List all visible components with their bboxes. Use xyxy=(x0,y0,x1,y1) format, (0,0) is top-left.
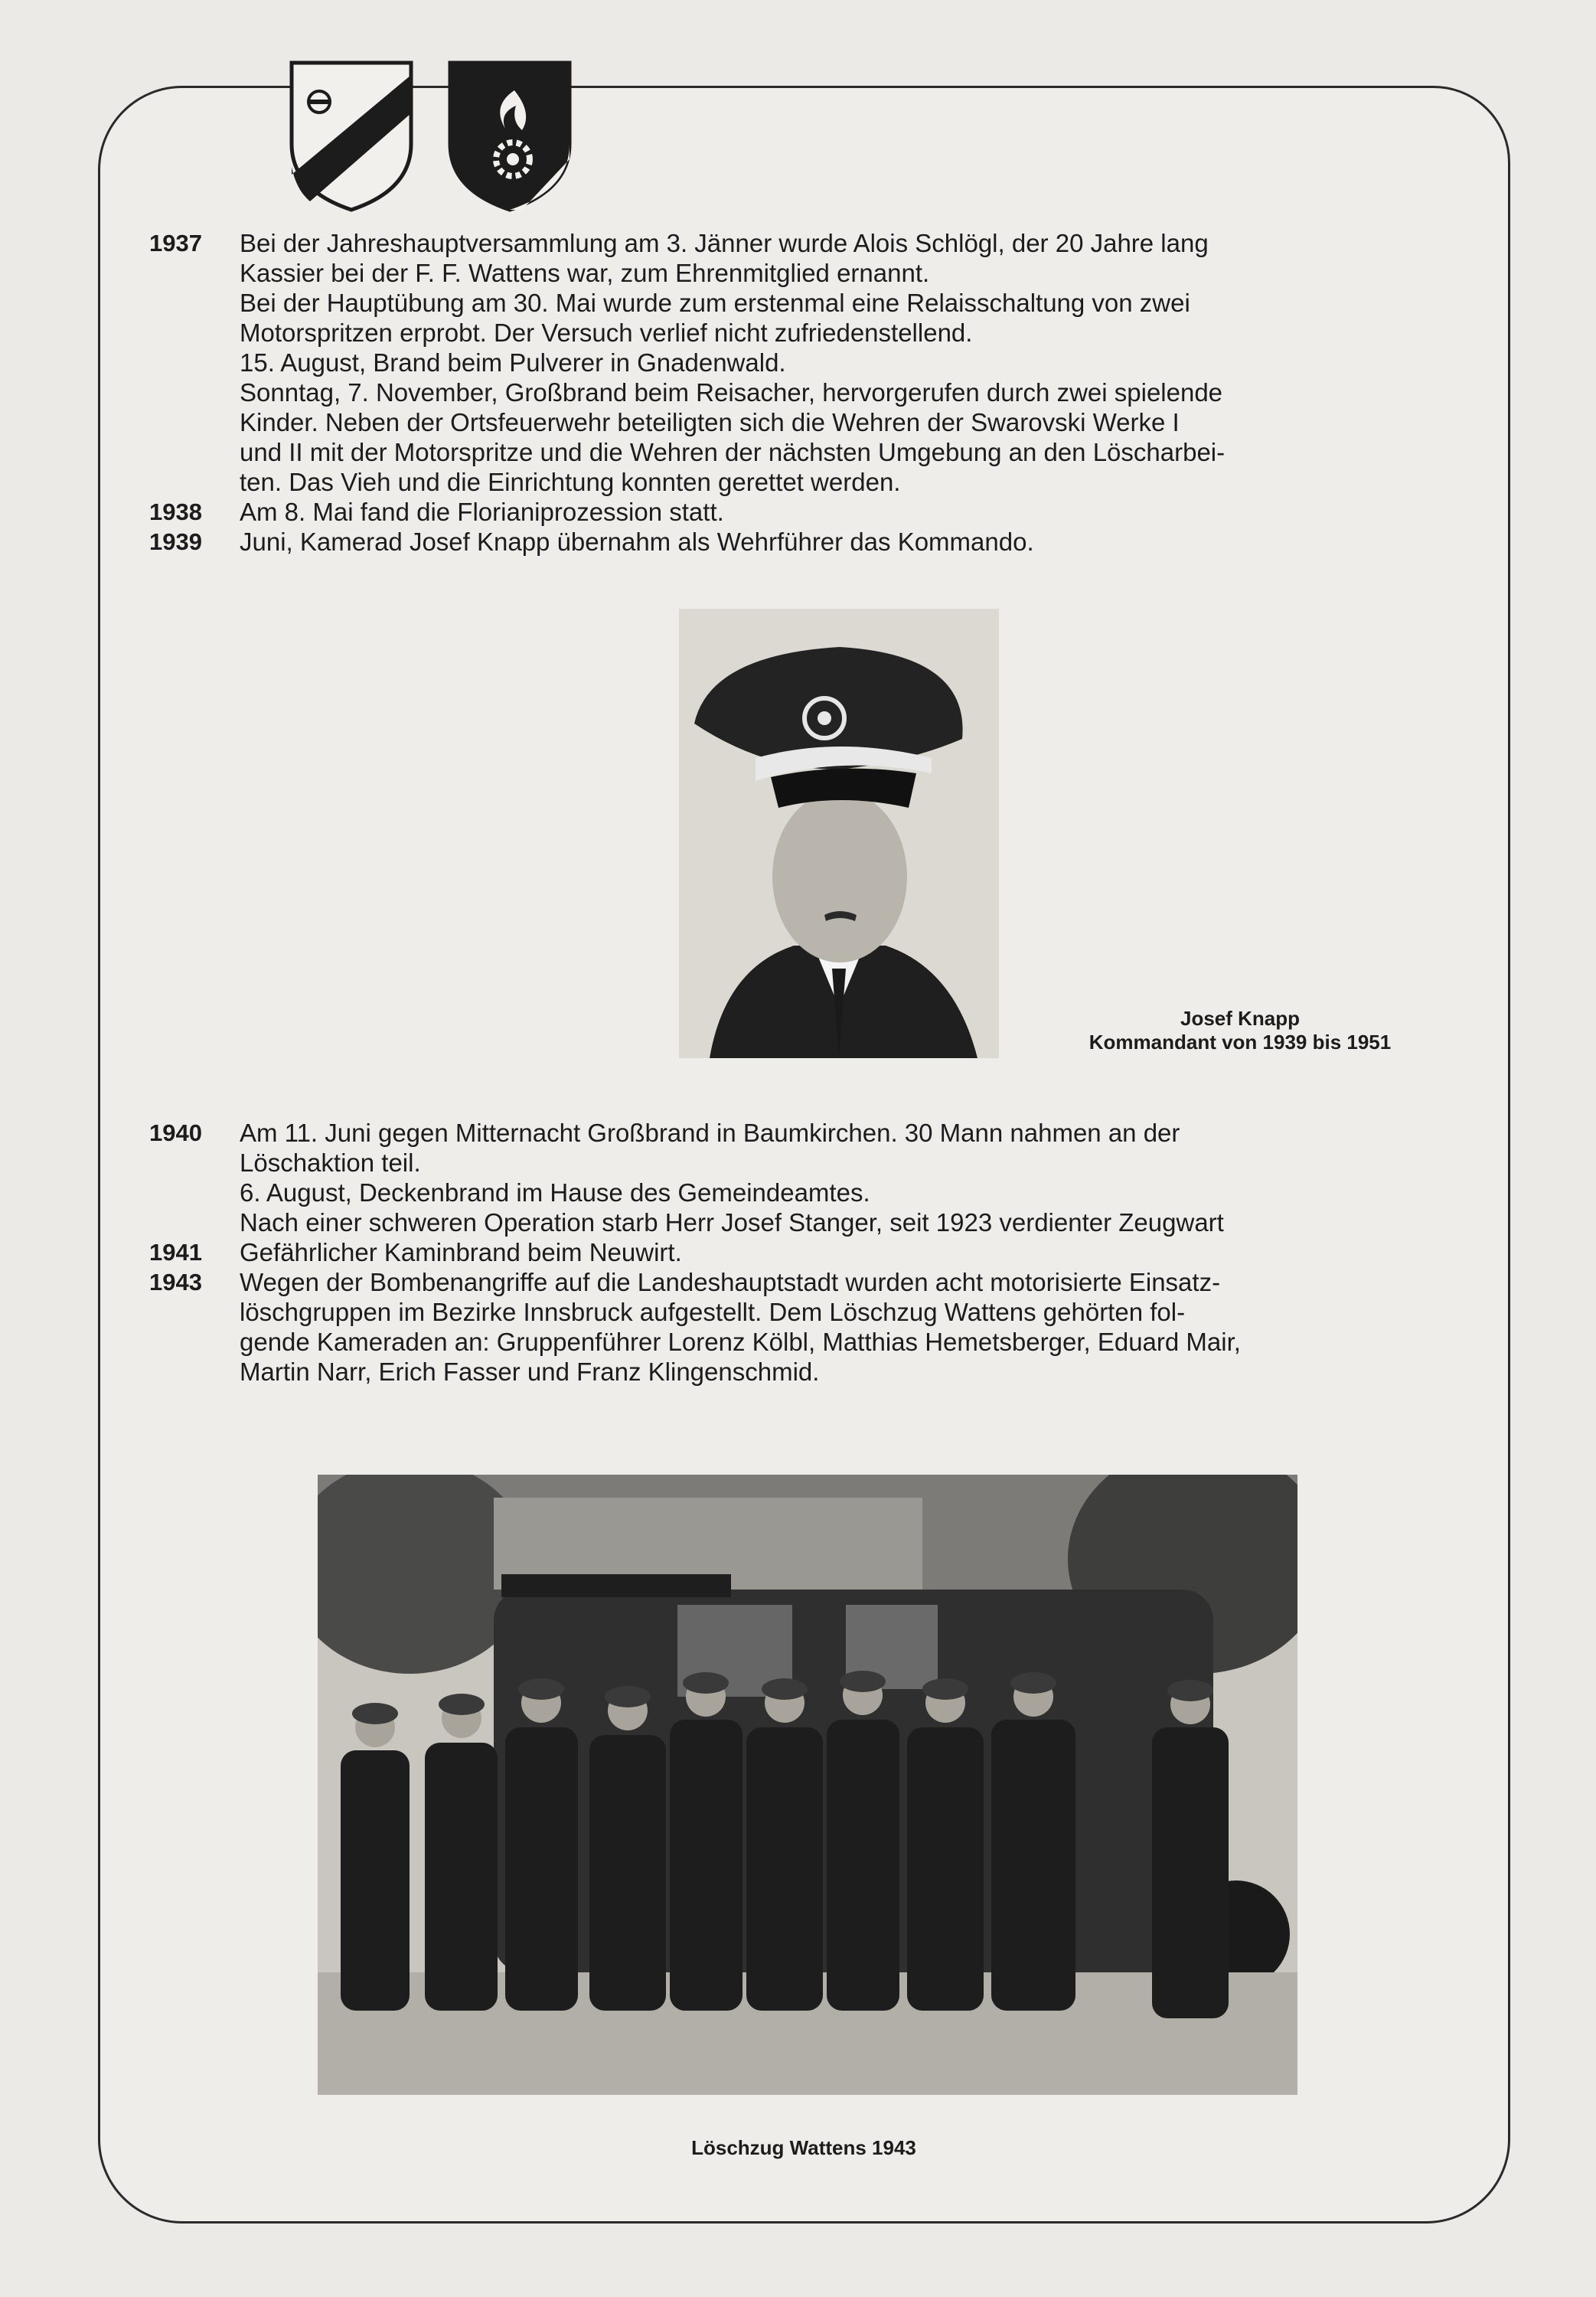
entry-line: gende Kameraden an: Gruppenführer Lorenz Kölbl, Matthias Hemetsberger, Eduard Mair, xyxy=(240,1328,1241,1356)
group-photo xyxy=(318,1475,1297,2095)
chronicle-entries-bottom xyxy=(149,1118,1466,1387)
entry-line: Kinder. Neben der Ortsfeuerwehr beteiligten sich die Wehren der Swarovski Werke I xyxy=(240,408,1180,436)
entry-line: Wegen der Bombenangriffe auf die Landeshauptstadt wurden acht motorisierte Einsatz- xyxy=(240,1268,1221,1296)
caption-role: Kommandant von 1939 bis 1951 xyxy=(1088,1031,1392,1054)
portrait-caption xyxy=(1056,1007,1424,1054)
year-label: 1939 xyxy=(149,528,202,555)
group-photo-caption: Löschzug Wattens 1943 xyxy=(691,2136,916,2159)
entry-line: ten. Das Vieh und die Einrichtung konnten gerettet werden. xyxy=(240,468,901,496)
entry-line: Kassier bei der F. F. Wattens war, zum Ehrenmitglied ernannt. xyxy=(240,259,930,287)
chronicle-entries-top xyxy=(149,228,1466,557)
year-label: 1938 xyxy=(149,498,202,525)
entry-line: Bei der Hauptübung am 30. Mai wurde zum erstenmal eine Relaisschaltung von zwei xyxy=(240,289,1190,317)
year-label: 1937 xyxy=(149,230,202,256)
entry-line: Löschaktion teil. xyxy=(240,1148,421,1177)
caption-name: Josef Knapp xyxy=(1180,1007,1301,1030)
entry-line: Am 11. Juni gegen Mitternacht Großbrand in Baumkirchen. 30 Mann nahmen an der xyxy=(240,1119,1180,1147)
entry-line: Martin Narr, Erich Fasser und Franz Klingenschmid. xyxy=(240,1358,820,1386)
year-label: 1940 xyxy=(149,1119,202,1146)
entry-1940 xyxy=(149,1118,1466,1237)
entry-1943 xyxy=(149,1267,1466,1387)
entry-line: Motorspritzen erprobt. Der Versuch verlief nicht zufriedenstellend. xyxy=(240,319,973,347)
entry-1939 xyxy=(149,527,1466,557)
entry-1938 xyxy=(149,497,1466,527)
entry-line: Am 8. Mai fand die Florianiprozession statt. xyxy=(240,498,724,526)
coat-of-arms-icon xyxy=(287,60,416,213)
entry-line: Bei der Jahreshauptversammlung am 3. Jänner wurde Alois Schlögl, der 20 Jahre lang xyxy=(240,229,1209,257)
entry-line: Nach einer schweren Operation starb Herr Josef Stanger, seit 1923 verdienter Zeugwart xyxy=(240,1208,1224,1237)
fire-brigade-crest-icon xyxy=(446,60,574,213)
entry-line: und II mit der Motorspritze und die Wehren der nächsten Umgebung an den Löscharbei- xyxy=(240,438,1226,466)
year-label: 1943 xyxy=(149,1269,202,1296)
year-label: 1941 xyxy=(149,1239,202,1266)
entry-line: Sonntag, 7. November, Großbrand beim Reisacher, hervorgerufen durch zwei spielende xyxy=(240,378,1223,407)
entry-1937 xyxy=(149,228,1466,497)
entry-1941 xyxy=(149,1237,1466,1267)
portrait-photo xyxy=(679,609,999,1058)
entry-line: löschgruppen im Bezirke Innsbruck aufgestellt. Dem Löschzug Wattens gehörten fol- xyxy=(240,1298,1186,1326)
entry-line: Gefährlicher Kaminbrand beim Neuwirt. xyxy=(240,1238,682,1266)
entry-line: Juni, Kamerad Josef Knapp übernahm als Wehrführer das Kommando. xyxy=(240,528,1034,556)
entry-line: 6. August, Deckenbrand im Hause des Gemeindeamtes. xyxy=(240,1178,870,1207)
entry-line: 15. August, Brand beim Pulverer in Gnadenwald. xyxy=(240,348,786,377)
